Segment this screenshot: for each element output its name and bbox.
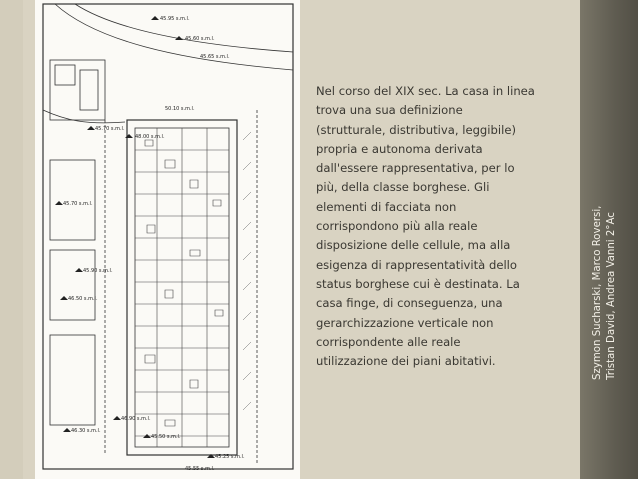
elevation-label: 48.00 s.m.l. bbox=[135, 134, 165, 140]
elevation-label: 45.25 s.m.l. bbox=[215, 454, 245, 460]
elevation-label: 45.70 s.m.l. bbox=[95, 126, 125, 132]
body-paragraph: Nel corso del XIX sec. La casa in linea trova una sua definizione (strutturale, distributiva, leggibile) propria e autonoma derivata dall'essere rappresentativa, per lo più, della classe borghese. Gli elementi di facciata non corrispondono più alla reale disposizione delle cellule, ma alla esigenza di rappresentatività dello status borghese cui è destinata. La casa finge, di conseguenza, una gerarchizzazione verticale non corrispondente alle reale utilizzazione dei piani abitativi. bbox=[316, 84, 535, 369]
elevation-label: 46.30 s.m.l. bbox=[71, 428, 101, 434]
floor-plan-drawing bbox=[35, 0, 300, 479]
elevation-label: 46.50 s.m.l. bbox=[68, 296, 98, 302]
elevation-label: 45.95 s.m.l. bbox=[160, 16, 190, 22]
elevation-label: 46.90 s.m.l. bbox=[121, 416, 151, 422]
elevation-label: 45.55 s.m.l. bbox=[185, 466, 215, 472]
elevation-label: 45.65 s.m.l. bbox=[200, 54, 230, 60]
elevation-label: 45.50 s.m.l. bbox=[151, 434, 181, 440]
elevation-label: 45.90 s.m.l. bbox=[83, 268, 113, 274]
left-margin-band bbox=[0, 0, 23, 479]
authors-caption: Szymon Sucharski, Marco Roversi, Tristan David, Andrea Vanni 2°Ac bbox=[592, 205, 617, 380]
elevation-label: 50.10 s.m.l. bbox=[165, 106, 195, 112]
floor-plan-image bbox=[35, 0, 300, 479]
elevation-label: 45.60 s.m.l. bbox=[185, 36, 215, 42]
elevation-label: 45.70 s.m.l. bbox=[63, 201, 93, 207]
